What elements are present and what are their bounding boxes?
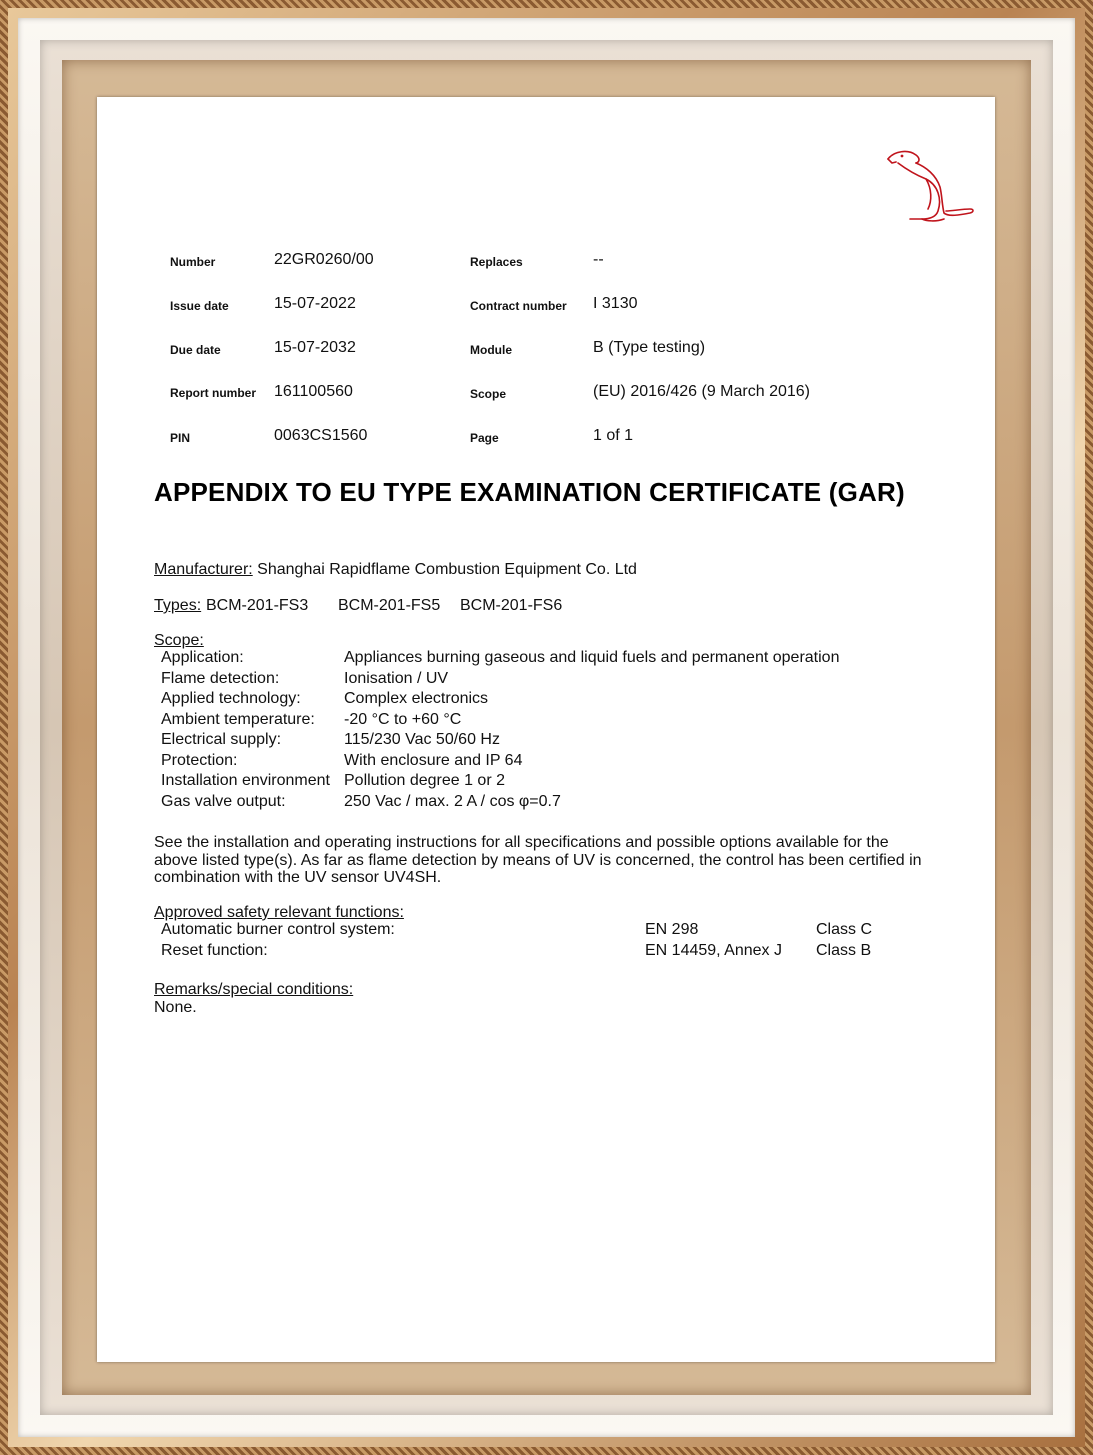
function-name: Automatic burner control system: [161,921,395,938]
header-label-scope: Scope [470,387,507,401]
function-standard: EN 298 [645,921,699,938]
scope-value: 115/230 Vac 50/60 Hz [344,731,500,748]
document-title: APPENDIX TO EU TYPE EXAMINATION CERTIFICATE (GAR) [154,477,905,507]
header-value-scope: (EU) 2016/426 (9 March 2016) [593,383,810,400]
scope-key: Installation environment [161,772,330,789]
header-value-module: B (Type testing) [593,339,706,356]
header-label-module: Module [470,343,512,357]
manufacturer-value: Shanghai Rapidflame Combustion Equipment Co. Ltd [257,561,637,578]
certificate-page [97,97,995,1362]
scope-key: Protection: [161,752,238,769]
scope-value: Appliances burning gaseous and liquid fuels and permanent operation [344,649,840,666]
header-label-due-date: Due date [170,343,221,357]
functions-label: Approved safety relevant functions: [154,904,404,921]
scope-value: Ionisation / UV [344,670,449,687]
header-value-due-date: 15-07-2032 [274,339,356,356]
scope-key: Gas valve output: [161,793,286,810]
scope-key: Ambient temperature: [161,711,315,728]
header-value-page: 1 of 1 [593,427,634,444]
header-value-number: 22GR0260/00 [274,251,374,268]
header-label-page: Page [470,431,499,445]
header-value-report-number: 161100560 [274,383,353,400]
scope-key: Applied technology: [161,690,301,707]
manufacturer-line [154,560,637,580]
function-name: Reset function: [161,942,268,959]
scope-value: With enclosure and IP 64 [344,752,523,769]
type-item: BCM-201-FS5 [338,597,441,614]
scope-value: -20 °C to +60 °C [344,711,462,728]
header-label-pin: PIN [170,431,191,445]
type-item: BCM-201-FS3 [206,597,309,614]
function-standard: EN 14459, Annex J [645,942,782,959]
remarks-label: Remarks/special conditions: [154,981,354,998]
scope-key: Application: [161,649,244,666]
scope-value: Pollution degree 1 or 2 [344,772,505,789]
header-label-issue-date: Issue date [170,299,229,313]
header-value-replaces: -- [593,251,604,268]
function-class: Class C [816,921,873,938]
beaver-logo-icon [886,149,976,225]
header-label-replaces: Replaces [470,255,523,269]
scope-label: Scope: [154,632,204,649]
types-label [154,596,201,616]
scope-value: 250 Vac / max. 2 A / cos φ=0.7 [344,793,561,810]
scope-key: Flame detection: [161,670,280,687]
remarks-value: None. [154,999,197,1016]
header-label-number: Number [170,255,216,269]
type-item: BCM-201-FS6 [460,597,563,614]
function-class: Class B [816,942,872,959]
manufacturer-label: Manufacturer: [154,561,253,578]
header-label-contract-number: Contract number [470,299,567,313]
instructions-paragraph: See the installation and operating instructions for all specifications and possible options available for the above listed type(s). As far as flame detection by means of UV is concerned, the control has been certified in combination with the UV sensor UV4SH. [154,834,922,886]
scope-value: Complex electronics [344,690,489,707]
header-value-pin: 0063CS1560 [274,427,368,444]
scope-key: Electrical supply: [161,731,282,748]
header-value-issue-date: 15-07-2022 [274,295,356,312]
header-value-contract-number: I 3130 [593,295,638,312]
header-label-report-number: Report number [170,386,257,400]
types-label-text: Types: [154,597,202,614]
